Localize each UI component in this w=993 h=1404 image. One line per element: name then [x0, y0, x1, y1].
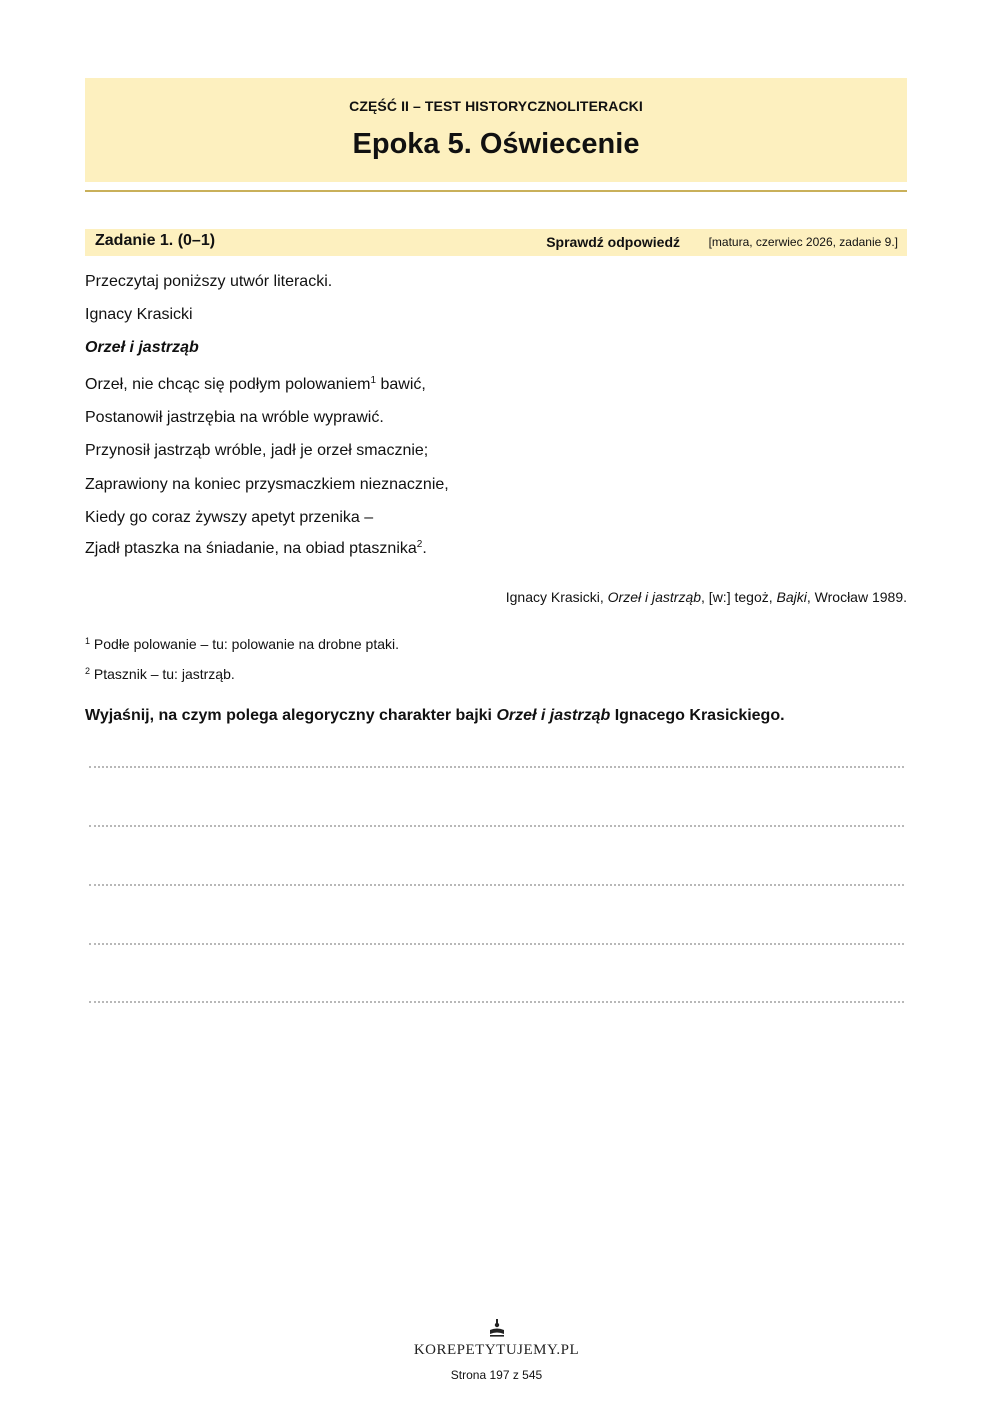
- page-title: Epoka 5. Oświecenie: [352, 128, 640, 160]
- footnote: $^1$ Podłe polowanie – tu: polowanie na drobne ptaki.: [85, 636, 400, 652]
- instruction-text: Przeczytaj poniższy utwór literacki.: [85, 273, 333, 290]
- poem-line: Orzeł, nie chcąc się podłym polowaniem$^1$ bawić,: [85, 375, 426, 393]
- footnote-ref: 1: [370, 375, 377, 386]
- poem-line: Zjadł ptaszka na śniadanie, na obiad ptasznika$^2$.: [85, 539, 427, 557]
- poem-title: Orzeł i jastrząb: [85, 339, 199, 356]
- footnote-ref: 2: [416, 539, 423, 550]
- answer-line[interactable]: [89, 884, 904, 886]
- answer-line[interactable]: [89, 766, 904, 768]
- question-text: Wyjaśnij, na czym polega alegoryczny charakter bajki Orzeł i jastrząb Ignacego Krasickiego.: [85, 707, 785, 724]
- footer-brand[interactable]: KOREPETYTUJEMY.PL: [413, 1342, 580, 1358]
- page-number: Strona 197 z 545: [450, 1368, 543, 1382]
- check-answer-link[interactable]: Sprawdź odpowiedź: [546, 234, 680, 250]
- answer-line[interactable]: [89, 825, 904, 827]
- book-lamp-icon: [487, 1318, 507, 1338]
- author-name: Ignacy Krasicki: [85, 306, 193, 323]
- source-citation: Ignacy Krasicki, Orzeł i jastrząb, [w:] tegoż, Bajki, Wrocław 1989.: [505, 589, 907, 605]
- poem-line: Przynosił jastrząb wróble, jadł je orzeł smacznie;: [85, 442, 429, 459]
- task-bar: [85, 229, 907, 256]
- answer-line[interactable]: [89, 943, 904, 945]
- part-label: CZĘŚĆ II – TEST HISTORYCZNOLITERACKI: [349, 98, 643, 114]
- poem-line: Postanowił jastrzębia na wróble wyprawić.: [85, 409, 384, 426]
- task-source: [matura, czerwiec 2026, zadanie 9.]: [708, 235, 898, 249]
- header-divider: [85, 190, 907, 192]
- answer-line[interactable]: [89, 1001, 904, 1003]
- section-header: [85, 78, 907, 182]
- footnote: $^2$ Ptasznik – tu: jastrząb.: [85, 666, 235, 682]
- task-title: Zadanie 1. (0–1): [95, 232, 216, 249]
- poem-line: Kiedy go coraz żywszy apetyt przenika –: [85, 509, 374, 526]
- footer-logo: [0, 1318, 993, 1338]
- poem-line: Zaprawiony na koniec przysmaczkiem nieznacznie,: [85, 476, 449, 493]
